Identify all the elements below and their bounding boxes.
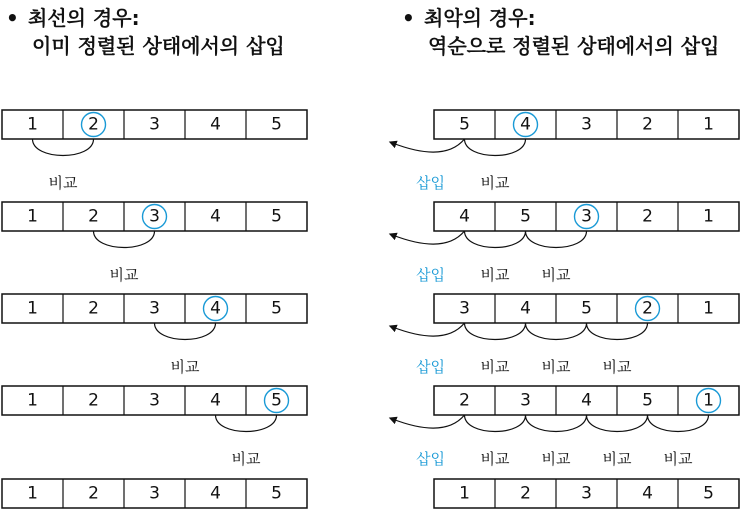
worst-cell-value: 3 <box>520 390 531 411</box>
worst-cell-value: 4 <box>520 298 531 319</box>
worst-cell-value: 3 <box>581 483 592 504</box>
best-cell-value: 1 <box>27 114 38 135</box>
best-cell-value: 5 <box>271 206 282 227</box>
worst-compare-label: 비교 <box>663 450 693 468</box>
worst-cell-value: 1 <box>459 483 470 504</box>
worst-cell-value: 2 <box>520 483 531 504</box>
worst-cell-value: 4 <box>581 390 592 411</box>
worst-insert-arrow <box>393 415 465 428</box>
best-cell-value: 5 <box>271 390 282 411</box>
worst-compare-arc <box>648 415 709 432</box>
worst-cell-value: 4 <box>642 483 653 504</box>
best-cell-value: 3 <box>149 483 160 504</box>
worst-compare-label: 비교 <box>602 358 632 376</box>
best-cell-value: 4 <box>210 298 221 319</box>
worst-case-bullet: • <box>402 6 415 30</box>
best-compare-label: 비교 <box>48 174 78 192</box>
worst-cell-value: 3 <box>581 114 592 135</box>
worst-compare-label: 비교 <box>541 450 571 468</box>
best-cell-value: 4 <box>210 483 221 504</box>
worst-cell-value: 5 <box>642 390 653 411</box>
best-cell-value: 2 <box>88 206 99 227</box>
best-compare-label: 비교 <box>109 266 139 284</box>
worst-cell-value: 2 <box>642 114 653 135</box>
best-cell-value: 1 <box>27 483 38 504</box>
worst-cell-value: 5 <box>520 206 531 227</box>
worst-compare-label: 비교 <box>480 358 510 376</box>
worst-insert-label: 삽입 <box>416 450 445 468</box>
worst-insert-label: 삽입 <box>416 174 445 192</box>
best-cell-value: 1 <box>27 206 38 227</box>
best-cell-value: 4 <box>210 114 221 135</box>
worst-compare-label: 비교 <box>602 450 632 468</box>
worst-case-subtitle: 역순으로 정렬된 상태에서의 삽입 <box>428 34 720 58</box>
worst-compare-label: 비교 <box>541 358 571 376</box>
worst-cell-value: 1 <box>703 114 714 135</box>
worst-cell-value: 5 <box>459 114 470 135</box>
worst-cell-value: 2 <box>642 206 653 227</box>
worst-insert-arrow <box>393 139 465 152</box>
worst-compare-label: 비교 <box>480 266 510 284</box>
best-cell-value: 3 <box>149 114 160 135</box>
worst-cell-value: 5 <box>581 298 592 319</box>
worst-cell-value: 2 <box>642 298 653 319</box>
worst-insert-label: 삽입 <box>416 358 445 376</box>
worst-cell-value: 2 <box>459 390 470 411</box>
worst-insert-label: 삽입 <box>416 266 445 284</box>
worst-compare-label: 비교 <box>541 266 571 284</box>
worst-cell-value: 4 <box>520 114 531 135</box>
best-cell-value: 2 <box>88 390 99 411</box>
best-compare-arc <box>94 231 155 248</box>
best-cell-value: 2 <box>88 483 99 504</box>
best-cell-value: 2 <box>88 114 99 135</box>
worst-compare-arc <box>465 415 526 432</box>
best-compare-arc <box>216 415 277 432</box>
best-cell-value: 3 <box>149 298 160 319</box>
worst-compare-arc <box>526 323 587 340</box>
worst-cell-value: 4 <box>459 206 470 227</box>
worst-cell-value: 3 <box>581 206 592 227</box>
best-case-subtitle: 이미 정렬된 상태에서의 삽입 <box>32 34 285 58</box>
worst-compare-arc <box>526 231 587 248</box>
best-cell-value: 1 <box>27 298 38 319</box>
best-cell-value: 1 <box>27 390 38 411</box>
worst-cell-value: 5 <box>703 483 714 504</box>
best-cell-value: 3 <box>149 390 160 411</box>
best-case-title: 최선의 경우: <box>28 6 140 30</box>
best-cell-value: 5 <box>271 483 282 504</box>
worst-compare-arc <box>465 139 526 156</box>
worst-cell-value: 1 <box>703 390 714 411</box>
worst-compare-label: 비교 <box>480 174 510 192</box>
worst-insert-arrow <box>393 323 465 336</box>
best-cell-value: 5 <box>271 114 282 135</box>
best-cell-value: 3 <box>149 206 160 227</box>
worst-compare-arc <box>465 231 526 248</box>
best-cell-value: 4 <box>210 390 221 411</box>
best-compare-label: 비교 <box>231 450 261 468</box>
worst-cell-value: 3 <box>459 298 470 319</box>
worst-case-title: 최악의 경우: <box>424 6 536 30</box>
worst-compare-arc <box>465 323 526 340</box>
best-compare-arc <box>155 323 216 340</box>
worst-cell-value: 1 <box>703 298 714 319</box>
worst-compare-arc <box>587 323 648 340</box>
best-cell-value: 5 <box>271 298 282 319</box>
best-case-bullet: • <box>6 6 19 30</box>
best-cell-value: 4 <box>210 206 221 227</box>
best-cell-value: 2 <box>88 298 99 319</box>
best-compare-arc <box>33 139 94 156</box>
worst-compare-arc <box>526 415 587 432</box>
worst-insert-arrow <box>393 231 465 244</box>
worst-compare-label: 비교 <box>480 450 510 468</box>
worst-cell-value: 1 <box>703 206 714 227</box>
best-compare-label: 비교 <box>170 358 200 376</box>
worst-compare-arc <box>587 415 648 432</box>
